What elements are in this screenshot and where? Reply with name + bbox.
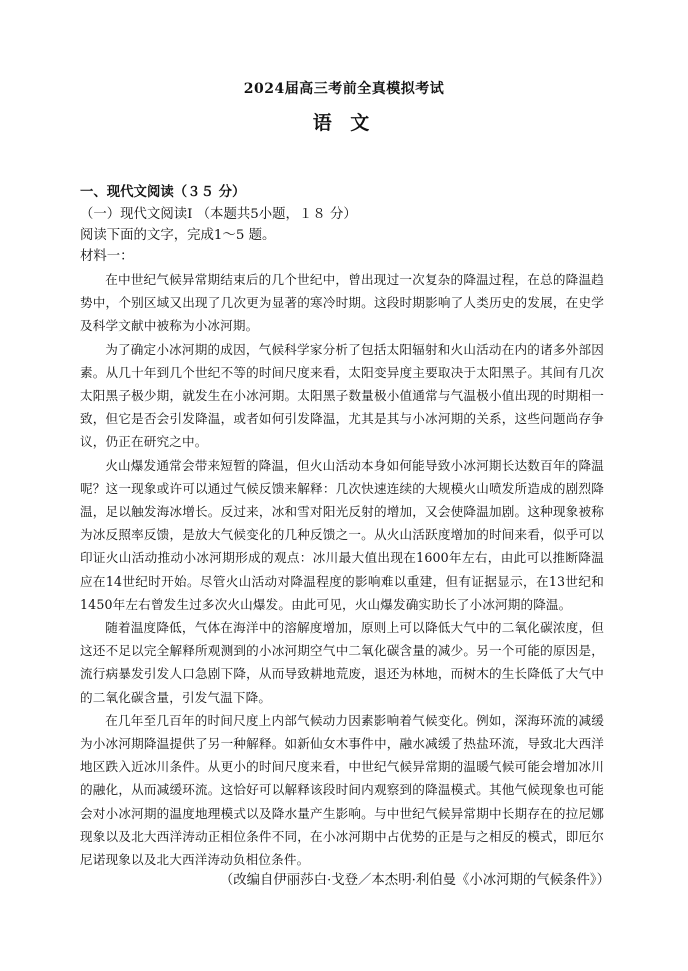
material-label: 材料一：	[80, 249, 134, 264]
material-body	[80, 268, 604, 871]
paragraph: 火山爆发通常会带来短暂的降温，但火山活动本身如何能导致小冰河期长达数百年的降温呢？这一现象或许可以通过气候反馈来解释：几次快速连续的大规模火山喷发所造成的剧烈降温，足以触发海冰增长。反过来，冰和雪对阳光反射的增加，又会使降温加剧。这种现象被称为冰反照率反馈，是放大气候变化的几种反馈之一。从火山活跃度增加的时间来看，似乎可以印证火山活动推动小冰河期形成的观点：冰川最大值出现在1600年左右，由此可以推断降温应在14世纪时开始。尽管火山活动对降温程度的影响难以重建，但有证据显示，在13世纪和1450年左右曾发生过多次火山爆发。由此可见，火山爆发确实助长了小冰河期的降温。	[80, 457, 604, 612]
paragraph: 在中世纪气候异常期结束后的几个世纪中，曾出现过一次复杂的降温过程，在总的降温趋势中，个别区域又出现了几次更为显著的寒冷时期。这段时期影响了人类历史的发展，在史学及科学文献中被称为小冰河期。	[80, 272, 604, 334]
paragraph: 在几年至几百年的时间尺度上内部气候动力因素影响着气候变化。例如，深海环流的减缓为小冰河期降温提供了另一种解释。如新仙女木事件中，融水减缓了热盐环流，导致北大西洋地区跌入近冰川条件。从更小的时间尺度来看，中世纪气候异常期的温暖气候可能会增加冰川的融化，从而减缓环流。这恰好可以解释该段时间内观察到的降温模式。其他气候现象也可能会对小冰河期的温度地理模式以及降水量产生影响。与中世纪气候异常期中长期存在的拉尼娜现象以及北大西洋涛动正相位条件不同，在小冰河期中占优势的正是与之相反的模式，即厄尔尼诺现象以及北大西洋涛动负相位条件。	[80, 712, 604, 868]
source-citation: （改编自伊丽莎白·戈登／本杰明·利伯曼《小冰河期的气候条件》）	[219, 873, 610, 888]
paragraph: 为了确定小冰河期的成因，气候科学家分析了包括太阳辐射和火山活动在内的诸多外部因素。从几十年到几个世纪不等的时间尺度来看，太阳变异度主要取决于太阳黑子。其间有几次太阳黑子极少期，就发生在小冰河期。太阳黑子数量极小值通常与气温极小值出现的时期相一致，但它是否会引发降温，或者如何引发降温，尤其是其与小冰河期的关系，这些问题尚存争议，仍正在研究之中。	[80, 341, 604, 450]
subject-title: 语 文	[312, 112, 376, 134]
exam-title: 2024届高三考前全真模拟考试	[243, 81, 445, 97]
section-heading: 一、现代文阅读（３５ 分）	[80, 184, 246, 200]
section-subheading: （一）现代文阅读Ⅰ （本题共5小题，１８ 分）	[80, 207, 357, 222]
paragraph: 随着温度降低，气体在海洋中的溶解度增加，原则上可以降低大气中的二氧化碳浓度，但这还不足以完全解释所观测到的小冰河期空气中二氧化碳含量的减少。另一个可能的原因是，流行病暴发引发人口急剧下降，从而导致耕地荒废，退还为林地，而树木的生长降低了大气中的二氧化碳含量，引发气温下降。	[80, 620, 604, 705]
reading-instruction: 阅读下面的文字，完成1～5 题。	[80, 228, 276, 243]
